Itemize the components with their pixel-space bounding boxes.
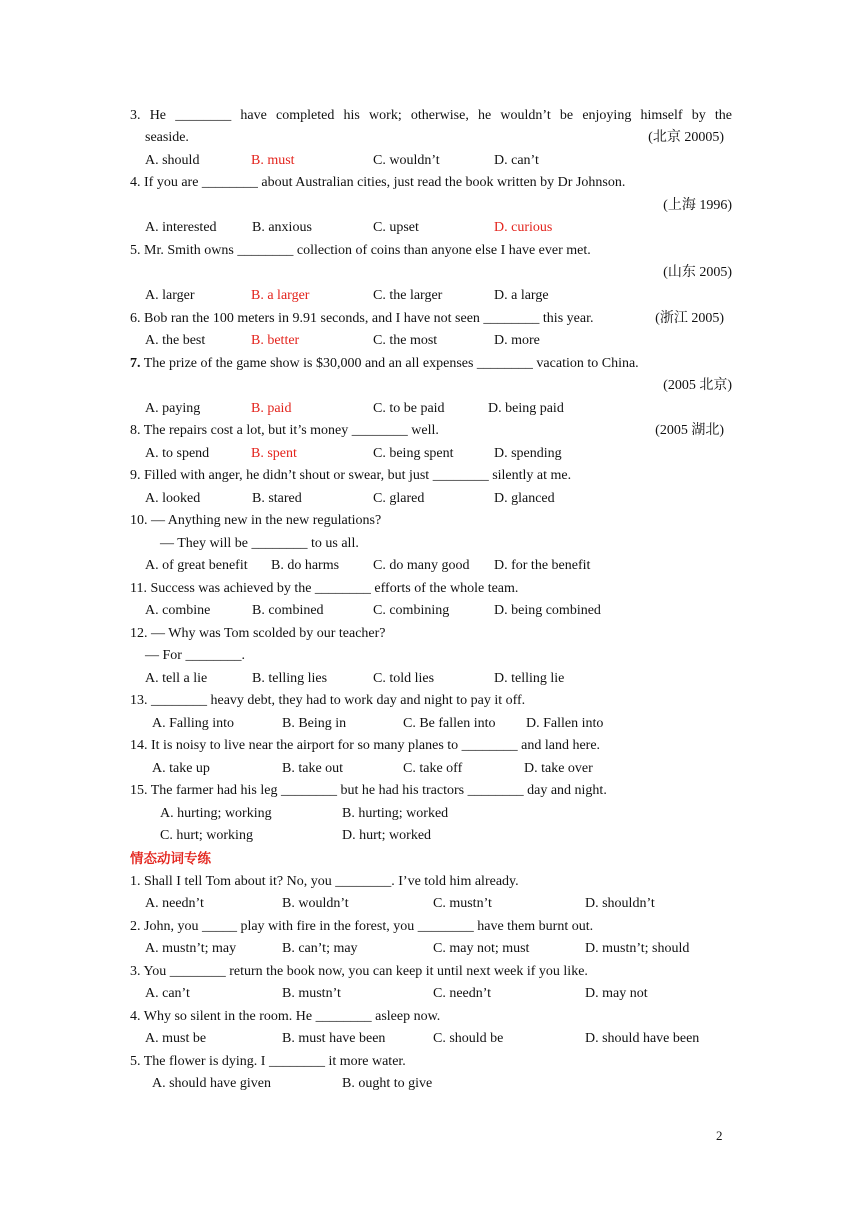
option-c: C. combining — [373, 603, 450, 618]
option-a: A. can’t — [145, 986, 190, 1001]
question-5-source: (山东 2005) — [663, 265, 732, 280]
option-d: D. mustn’t; should — [585, 941, 690, 956]
question-7-source-line — [130, 375, 732, 397]
question-10-reply: — They will be ________ to us all. — [160, 536, 359, 551]
option-a: A. combine — [145, 603, 211, 618]
option-b: B. stared — [252, 491, 302, 506]
question-6-line — [130, 308, 732, 330]
option-a: A. the best — [145, 333, 206, 348]
option-b: B. take out — [282, 761, 344, 776]
option-d: D. should have been — [585, 1031, 700, 1046]
question-6-stem: 6. Bob ran the 100 meters in 9.91 seconds, and I have not seen ________ this year. — [130, 311, 594, 326]
option-b-answer: B. must — [251, 153, 295, 168]
option-d: D. for the benefit — [494, 558, 591, 573]
question-7-source: (2005 北京) — [663, 378, 732, 393]
modal-question-2-stem: 2. John, you _____ play with fire in the forest, you ________ have them burnt out. — [130, 919, 594, 934]
question-7-number: 7. — [130, 356, 141, 371]
question-7-line — [130, 353, 732, 375]
option-b-answer: B. better — [251, 333, 300, 348]
option-c: C. do many good — [373, 558, 470, 573]
option-b: B. must have been — [282, 1031, 386, 1046]
option-c: C. mustn’t — [433, 896, 492, 911]
question-13-options — [130, 713, 732, 735]
option-a: A. to spend — [145, 446, 210, 461]
option-d: D. spending — [494, 446, 562, 461]
option-d: D. telling lie — [494, 671, 565, 686]
option-b-answer: B. paid — [251, 401, 292, 416]
option-b: B. wouldn’t — [282, 896, 349, 911]
question-5-stem: 5. Mr. Smith owns ________ collection of coins than anyone else I have ever met. — [130, 243, 591, 258]
option-d: D. more — [494, 333, 540, 348]
question-3-stem: 3. He ________ have completed his work; otherwise, he wouldn’t be enjoying himself by the — [130, 108, 732, 123]
question-5-source-line — [130, 262, 732, 284]
option-a: A. mustn’t; may — [145, 941, 237, 956]
option-a: A. of great benefit — [145, 558, 248, 573]
option-c: C. Be fallen into — [403, 716, 496, 731]
option-c: C. take off — [403, 761, 463, 776]
question-10-stem: 10. — Anything new in the new regulations? — [130, 513, 382, 528]
question-12-reply: — For ________. — [145, 648, 245, 663]
option-b: B. telling lies — [252, 671, 328, 686]
modal-question-2-options — [130, 938, 732, 960]
question-10-options — [130, 555, 732, 577]
option-b-answer: B. a larger — [251, 288, 310, 303]
question-9-options — [130, 488, 732, 510]
question-3-source: (北京 20005) — [648, 130, 724, 145]
option-a: A. paying — [145, 401, 201, 416]
modal-question-3-options — [130, 983, 732, 1005]
option-b: B. combined — [252, 603, 324, 618]
question-7-options — [130, 398, 732, 420]
question-11-options — [130, 600, 732, 622]
question-8-source: (2005 湖北) — [655, 423, 724, 438]
question-10-reply-line — [130, 533, 732, 555]
option-b: B. Being in — [282, 716, 347, 731]
question-12-reply-line — [130, 645, 732, 667]
option-d: D. take over — [524, 761, 593, 776]
option-b: B. do harms — [271, 558, 340, 573]
option-c: C. the larger — [373, 288, 443, 303]
question-12-stem: 12. — Why was Tom scolded by our teacher? — [130, 626, 386, 641]
question-11-stem: 11. Success was achieved by the ________ efforts of the whole team. — [130, 581, 519, 596]
option-c: C. may not; must — [433, 941, 530, 956]
question-14-stem: 14. It is noisy to live near the airport for so many planes to ________ and land here. — [130, 738, 601, 753]
question-15-stem: 15. The farmer had his leg ________ but he had his tractors ________ day and night. — [130, 783, 607, 798]
question-15-options-row1 — [130, 803, 732, 825]
question-4-source: (上海 1996) — [663, 198, 732, 213]
question-7-stem: The prize of the game show is $30,000 and an all expenses ________ vacation to China. — [140, 356, 639, 371]
option-b: B. anxious — [252, 220, 312, 235]
option-b: B. hurting; worked — [342, 806, 449, 821]
option-a: A. larger — [145, 288, 195, 303]
option-d: D. being combined — [494, 603, 601, 618]
option-a: A. must be — [145, 1031, 207, 1046]
question-4-options — [130, 217, 732, 239]
question-6-source: (浙江 2005) — [655, 311, 724, 326]
option-b: B. ought to give — [342, 1076, 433, 1091]
option-c: C. needn’t — [433, 986, 492, 1001]
option-d: D. Fallen into — [526, 716, 604, 731]
page-number: 2 — [716, 1128, 723, 1143]
option-b: B. can’t; may — [282, 941, 358, 956]
option-b: B. mustn’t — [282, 986, 341, 1001]
option-d: D. being paid — [488, 401, 564, 416]
question-14-options — [130, 758, 732, 780]
modal-question-1-options — [130, 893, 732, 915]
modal-question-4-options — [130, 1028, 732, 1050]
option-d-answer: D. curious — [494, 220, 553, 235]
option-c: C. the most — [373, 333, 438, 348]
question-3-options — [130, 150, 732, 172]
modal-question-1-stem: 1. Shall I tell Tom about it? No, you ________. I’ve told him already. — [130, 874, 519, 889]
question-15-options-row2 — [130, 825, 732, 847]
question-5-options — [130, 285, 732, 307]
option-a: A. needn’t — [145, 896, 204, 911]
option-c: C. wouldn’t — [373, 153, 440, 168]
question-8-stem: 8. The repairs cost a lot, but it’s money ________ well. — [130, 423, 439, 438]
question-4-source-line — [130, 195, 732, 217]
section-heading: 情态动词专练 — [130, 851, 211, 867]
option-c: C. glared — [373, 491, 425, 506]
option-b-answer: B. spent — [251, 446, 297, 461]
question-3-stem-tail: seaside. — [145, 130, 189, 145]
question-4-stem: 4. If you are ________ about Australian cities, just read the book written by Dr Johnson. — [130, 175, 626, 190]
option-c: C. told lies — [373, 671, 435, 686]
option-a: A. take up — [152, 761, 210, 776]
modal-question-4-stem: 4. Why so silent in the room. He ________ asleep now. — [130, 1009, 441, 1024]
option-a: A. hurting; working — [160, 806, 272, 821]
question-3-stem-cont — [130, 127, 732, 149]
option-a: A. Falling into — [152, 716, 235, 731]
option-c: C. should be — [433, 1031, 504, 1046]
option-d: D. a large — [494, 288, 549, 303]
option-c: C. to be paid — [373, 401, 445, 416]
question-13-stem: 13. ________ heavy debt, they had to work day and night to pay it off. — [130, 693, 526, 708]
option-c: C. being spent — [373, 446, 454, 461]
question-6-options — [130, 330, 732, 352]
question-8-line — [130, 420, 732, 442]
option-a: A. looked — [145, 491, 201, 506]
option-d: D. may not — [585, 986, 648, 1001]
option-a: A. interested — [145, 220, 217, 235]
modal-question-5-stem: 5. The flower is dying. I ________ it more water. — [130, 1054, 406, 1069]
question-12-options — [130, 668, 732, 690]
modal-question-5-options — [130, 1073, 732, 1095]
option-d: D. can’t — [494, 153, 539, 168]
option-d: D. shouldn’t — [585, 896, 655, 911]
question-9-stem: 9. Filled with anger, he didn’t shout or swear, but just ________ silently at me. — [130, 468, 572, 483]
option-a: A. should have given — [152, 1076, 271, 1091]
modal-question-3-stem: 3. You ________ return the book now, you can keep it until next week if you like. — [130, 964, 588, 979]
option-d: D. glanced — [494, 491, 555, 506]
question-8-options — [130, 443, 732, 465]
option-c: C. hurt; working — [160, 828, 253, 843]
option-a: A. tell a lie — [145, 671, 208, 686]
option-d: D. hurt; worked — [342, 828, 432, 843]
option-a: A. should — [145, 153, 200, 168]
option-c: C. upset — [373, 220, 419, 235]
